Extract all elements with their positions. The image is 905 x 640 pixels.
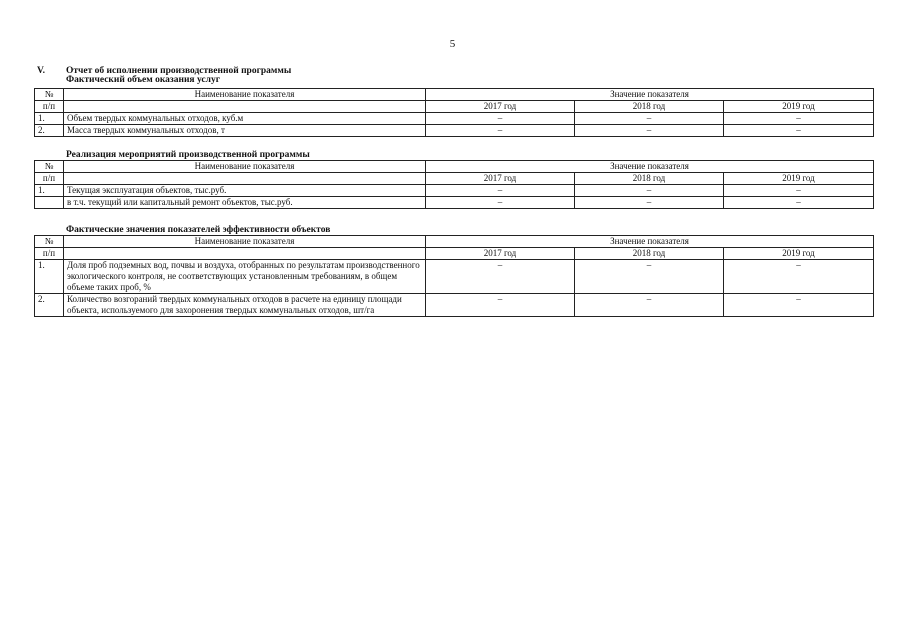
header-num-bottom: п/п	[35, 173, 64, 185]
row-value: –	[426, 185, 575, 197]
header-year: 2019 год	[724, 101, 874, 113]
header-year: 2018 год	[575, 101, 724, 113]
header-year: 2018 год	[575, 248, 724, 260]
row-name: Доля проб подземных вод, почвы и воздуха, отобранных по результатам производственного экологического контроля, не соответствующих установленным требованиям, в общем объеме таких проб, %	[64, 260, 426, 294]
header-year: 2017 год	[426, 248, 575, 260]
header-year: 2017 год	[426, 101, 575, 113]
header-row	[35, 161, 874, 173]
header-row	[35, 248, 874, 260]
section-title: Отчет об исполнении производственной программы	[66, 66, 292, 76]
row-value: –	[575, 113, 724, 125]
header-num-top: №	[35, 89, 64, 101]
header-year: 2019 год	[724, 173, 874, 185]
header-num-top: №	[35, 161, 64, 173]
header-name: Наименование показателя	[64, 236, 426, 248]
table-efficiency-indicators	[34, 235, 874, 317]
header-year: 2019 год	[724, 248, 874, 260]
row-value: –	[724, 197, 874, 209]
row-value: –	[575, 197, 724, 209]
row-value: –	[724, 113, 874, 125]
header-row	[35, 101, 874, 113]
row-value: –	[575, 260, 724, 294]
header-row	[35, 236, 874, 248]
row-value: –	[724, 185, 874, 197]
header-num-bottom: п/п	[35, 248, 64, 260]
row-name: Количество возгораний твердых коммунальных отходов в расчете на единицу площади объекта, используемого для захоронения твердых коммунальных отходов, шт/га	[64, 294, 426, 317]
table-title-volume: Фактический объем оказания услуг	[66, 75, 221, 85]
row-value: –	[426, 125, 575, 137]
row-value: –	[426, 113, 575, 125]
header-value: Значение показателя	[426, 236, 874, 248]
row-value: –	[575, 125, 724, 137]
header-value: Значение показателя	[426, 89, 874, 101]
row-name: в т.ч. текущий или капитальный ремонт объектов, тыс.руб.	[64, 197, 426, 209]
row-value: –	[426, 197, 575, 209]
header-name: Наименование показателя	[64, 161, 426, 173]
row-number: 2.	[35, 294, 64, 317]
table-row	[35, 185, 874, 197]
row-number: 2.	[35, 125, 64, 137]
row-value: –	[575, 185, 724, 197]
table-program-measures	[34, 160, 874, 209]
table-row	[35, 113, 874, 125]
header-row	[35, 89, 874, 101]
table-row	[35, 260, 874, 294]
row-number	[35, 197, 64, 209]
row-value: –	[724, 260, 874, 294]
header-name-empty	[64, 248, 426, 260]
header-name-empty	[64, 173, 426, 185]
row-value: –	[426, 294, 575, 317]
row-number: 1.	[35, 113, 64, 125]
page-number: 5	[449, 38, 456, 50]
row-number: 1.	[35, 260, 64, 294]
row-name: Масса твердых коммунальных отходов, т	[64, 125, 426, 137]
row-name: Объем твердых коммунальных отходов, куб.м	[64, 113, 426, 125]
table-row	[35, 294, 874, 317]
row-value: –	[426, 260, 575, 294]
table-title-measures: Реализация мероприятий производственной программы	[66, 150, 310, 160]
header-num-bottom: п/п	[35, 101, 64, 113]
header-name-empty	[64, 101, 426, 113]
table-title-efficiency: Фактические значения показателей эффективности объектов	[66, 225, 331, 235]
header-year: 2018 год	[575, 173, 724, 185]
table-service-volume	[34, 88, 874, 137]
header-value: Значение показателя	[426, 161, 874, 173]
section-number: V.	[37, 66, 46, 76]
row-value: –	[575, 294, 724, 317]
header-year: 2017 год	[426, 173, 575, 185]
header-row	[35, 173, 874, 185]
table-row	[35, 125, 874, 137]
header-num-top: №	[35, 236, 64, 248]
row-value: –	[724, 294, 874, 317]
row-value: –	[724, 125, 874, 137]
row-name: Текущая эксплуатация объектов, тыс.руб.	[64, 185, 426, 197]
row-number: 1.	[35, 185, 64, 197]
table-row	[35, 197, 874, 209]
header-name: Наименование показателя	[64, 89, 426, 101]
